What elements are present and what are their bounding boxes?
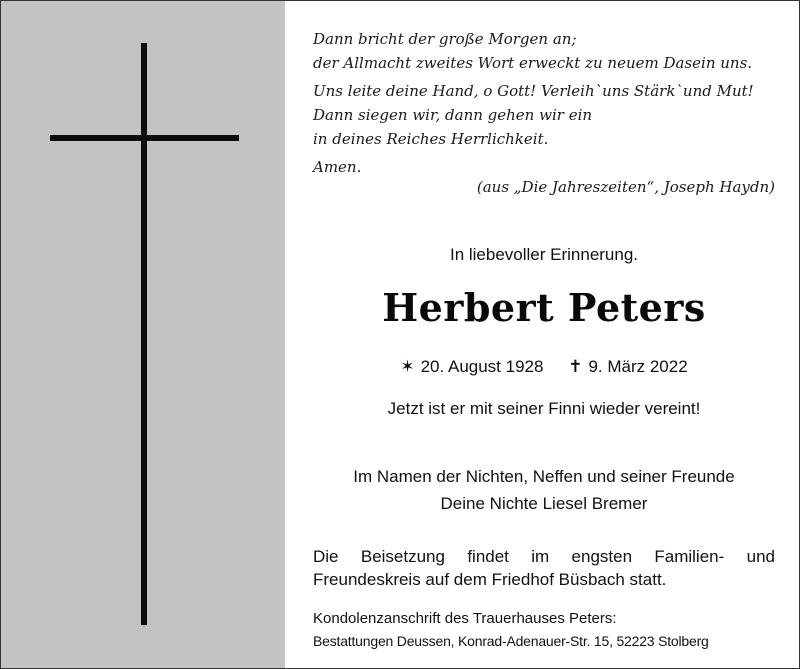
poem-line: in deines Reiches Herrlichkeit.: [313, 130, 549, 148]
cross-icon-bar: [50, 135, 239, 141]
condolence-address: [313, 607, 775, 653]
deceased-name: Herbert Peters: [382, 285, 706, 330]
poem-stanza-2: [313, 79, 775, 151]
poem-line: Dann siegen wir, dann gehen wir ein: [313, 106, 593, 124]
poem-line: Dann bricht der große Morgen an;: [313, 30, 577, 48]
poem-line: Uns leite deine Hand, o Gott! Verleih`uns Stärk`und Mut!: [313, 82, 754, 100]
remembrance-text: In liebevoller Erinnerung.: [449, 245, 639, 264]
signature-line-1: Im Namen der Nichten, Neffen und seiner Freunde: [353, 467, 735, 486]
poem-line: der Allmacht zweites Wort erweckt zu neuem Dasein uns.: [313, 54, 753, 72]
signature-line-2: Deine Nichte Liesel Bremer: [440, 494, 648, 513]
reunited-text: Jetzt ist er mit seiner Finni wieder vereint!: [387, 399, 701, 418]
funeral-info: Die Beisetzung findet im engsten Familien- und Freundeskreis auf dem Friedhof Büsbach statt.: [313, 547, 775, 589]
birth-date-item: [400, 357, 543, 377]
birth-date: 20. August 1928: [420, 357, 544, 376]
life-dates: [313, 357, 775, 377]
small-cross-icon: ✝: [568, 357, 583, 376]
condolence-street-address: Bestattungen Deussen, Konrad-Adenauer-Str. 15, 52223 Stolberg: [313, 633, 709, 649]
condolence-label: Kondolenzanschrift des Trauerhauses Peters:: [313, 610, 617, 627]
death-date-item: [568, 357, 687, 377]
poem: [313, 27, 775, 199]
death-date: 9. März 2022: [588, 357, 688, 376]
poem-source: (aus „Die Jahreszeiten“, Joseph Haydn): [476, 178, 775, 196]
poem-stanza-1: [313, 27, 775, 75]
signature: [313, 463, 775, 517]
poem-amen: Amen.: [313, 158, 362, 176]
cross-icon: [141, 43, 147, 625]
side-panel: [1, 1, 285, 668]
star-icon: ✶: [400, 357, 415, 376]
